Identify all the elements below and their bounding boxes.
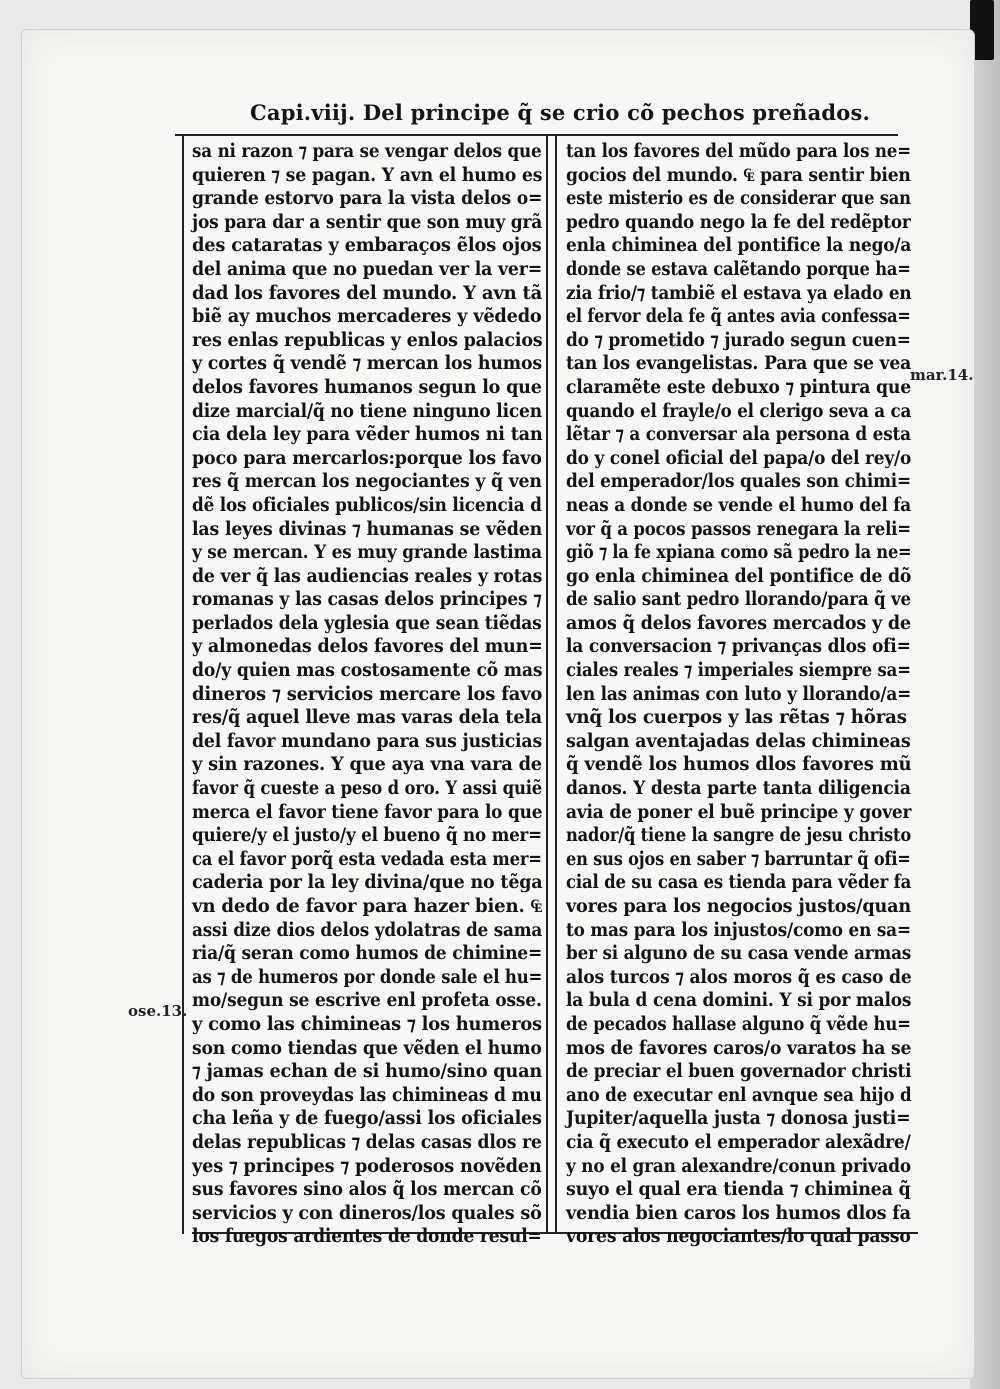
text-line: cial de su casa es tienda para vẽder fa	[566, 872, 912, 894]
text-line: dize marcial/q̃ no tiene ninguno licen	[192, 400, 542, 422]
text-line: ca el favor porq̃ esta vedada esta mer=	[192, 848, 542, 870]
text-line: vores para los negocios justos/quan	[566, 896, 911, 917]
right-text-column	[566, 140, 911, 1249]
text-line: las leyes divinas ⁊ humanas se vẽden	[192, 518, 543, 540]
text-line: zia frio/⁊ tambiẽ el estava ya elado en	[566, 282, 912, 304]
text-line: de ver q̃ las audiencias reales y rotas	[192, 565, 543, 587]
text-line: salgan aventajadas delas chimineas	[566, 730, 911, 752]
text-line: delas republicas ⁊ delas casas dlos re	[192, 1131, 542, 1153]
text-line: res/q̃ aquel lleve mas varas dela tela	[192, 707, 543, 729]
text-line: este misterio es de considerar que san	[566, 188, 911, 210]
text-line: perlados dela yglesia que sean tiẽdas	[192, 612, 542, 634]
text-line: do ⁊ prometido ⁊ jurado segun cuen=	[566, 329, 911, 351]
text-line: delos favores humanos segun lo que	[192, 376, 542, 398]
text-line: quieren ⁊ se pagan. Y avn el humo es	[192, 164, 543, 186]
text-line: quando el frayle/o el clerigo seva a ca	[566, 400, 912, 422]
text-line: res q̃ mercan los negociantes y q̃ ven	[192, 471, 542, 493]
text-line: cia q̃ executo el emperador alexãdre/	[566, 1131, 911, 1153]
text-line: neas a donde se vende el humo del fa	[566, 494, 912, 516]
text-line: ber si alguno de su casa vende armas	[566, 943, 912, 965]
right-margin-note: mar.14.	[910, 366, 974, 384]
text-line: ⁊ jamas echan de si humo/sino quan	[192, 1061, 543, 1083]
header-rule	[175, 134, 898, 136]
text-line: de preciar el buen governador christi	[566, 1061, 912, 1083]
text-line: to mas para los injustos/como en sa=	[566, 919, 911, 941]
text-line: ciales reales ⁊ imperiales siempre sa=	[566, 660, 911, 682]
text-line: enla chiminea del pontifice la nego/a	[566, 235, 912, 257]
text-line: en sus ojos en saber ⁊ barruntar q̃ ofi=	[566, 848, 911, 870]
text-line: los fuegos ardientes de donde resul=	[192, 1226, 542, 1248]
text-line: lẽtar ⁊ a conversar ala persona d esta	[566, 424, 911, 446]
text-line: assi dize dios delos ydolatras de sama	[192, 919, 543, 941]
text-line: gocios del mundo. ₠ para sentir bien	[566, 164, 911, 186]
text-line: del emperador/los quales son chimi=	[566, 471, 912, 493]
text-line: nador/q̃ tiene la sangre de jesu christo	[566, 825, 912, 847]
text-line: del favor mundano para sus justicias	[192, 730, 542, 752]
text-line: vor q̃ a pocos passos renegara la reli=	[566, 518, 911, 540]
text-line: jos para dar a sentir que son muy grã	[192, 211, 543, 233]
text-line: do y conel oficial del papa/o del rey/o	[566, 447, 912, 469]
text-line: dineros ⁊ servicios mercare los favo	[192, 683, 543, 705]
text-line: el fervor dela fe q̃ antes avia confessa=	[566, 306, 911, 328]
text-line: merca el favor tiene favor para lo que	[192, 801, 543, 823]
text-line: res enlas republicas y enlos palacios	[192, 329, 543, 351]
text-line: y sin razones. Y que aya vna vara de	[192, 754, 542, 776]
text-line: la bula d cena domini. Y si por malos	[566, 990, 912, 1012]
text-line: caderia por la ley divina/que no tẽga	[192, 872, 543, 894]
text-line: pedro quando nego la fe del redẽptor	[566, 211, 911, 233]
text-line: y cortes q̃ vendẽ ⁊ mercan los humos	[192, 353, 543, 375]
text-line: yes ⁊ principes ⁊ poderosos novẽden	[192, 1155, 542, 1177]
text-line: romanas y las casas delos principes ⁊	[192, 589, 542, 611]
text-line: tan los favores del mũdo para los ne=	[566, 141, 911, 162]
text-line: vnq̃ los cuerpos y las rẽtas ⁊ hõras	[566, 707, 907, 729]
text-line: suyo el qual era tienda ⁊ chiminea q̃	[566, 1179, 911, 1201]
text-line: quiere/y el justo/y el bueno q̃ no mer=	[192, 825, 542, 847]
left-column-rule	[182, 136, 184, 1234]
left-margin-note: ose.13.	[128, 1002, 188, 1020]
text-line: giõ ⁊ la fe xpiana como sã pedro la ne=	[566, 542, 912, 564]
page-edge	[970, 0, 1000, 1389]
text-line: servicios y con dineros/los quales sõ	[192, 1202, 542, 1224]
text-line: sus favores sino alos q̃ los mercan cõ	[192, 1179, 542, 1201]
text-line: mo/segun se escrive enl profeta osse.	[192, 990, 542, 1012]
text-line: biẽ ay muchos mercaderes y vẽdedo	[192, 306, 542, 328]
text-line: vores alos negociantes/lo qual passo	[566, 1226, 911, 1248]
left-text-column	[192, 140, 542, 1249]
text-line: as ⁊ de humeros por donde sale el hu=	[192, 966, 543, 988]
text-line: dad los favores del mundo. Y avn tã	[192, 282, 543, 304]
text-line: dẽ los oficiales publicos/sin licencia d	[192, 494, 542, 516]
text-line: Jupiter/aquella justa ⁊ donosa justi=	[566, 1108, 911, 1130]
text-line: de salio sant pedro llorando/para q̃ ve	[566, 589, 911, 611]
text-line: cha leña y de fuego/assi los oficiales	[192, 1108, 542, 1130]
text-line: alos turcos ⁊ alos moros q̃ es caso de	[566, 966, 912, 988]
text-line: grande estorvo para la vista delos o=	[192, 188, 543, 210]
text-line: del anima que no puedan ver la ver=	[192, 258, 543, 280]
text-line: avia de poner el buẽ principe y gover	[566, 801, 912, 823]
text-line: len las animas con luto y llorando/a=	[566, 683, 912, 705]
text-line: y almonedas delos favores del mun=	[192, 636, 543, 658]
text-line: son como tiendas que vẽden el humo	[192, 1037, 542, 1059]
text-line: claramẽte este debuxo ⁊ pintura que	[566, 376, 912, 398]
text-line: vendia bien caros los humos dlos fa	[566, 1202, 911, 1224]
text-line: donde se estava calẽtando porque ha=	[566, 258, 911, 280]
text-line: y no el gran alexandre/conun privado	[566, 1155, 911, 1177]
page-header: Capi.viij. Del principe q̃ se crio cõ pechos preñados.	[250, 100, 871, 125]
text-line: do son proveydas las chimineas d mu	[192, 1084, 542, 1106]
text-line: q̃ vendẽ los humos dlos favores mũ	[566, 754, 912, 776]
text-line: favor q̃ cueste a peso d oro. Y assi quiẽ	[192, 778, 543, 800]
text-line: go enla chiminea del pontifice de dõ	[566, 565, 912, 587]
text-line: ano de executar enl avnque sea hijo d	[566, 1084, 912, 1106]
text-line: do/y quien mas costosamente cõ mas	[192, 660, 543, 682]
text-line: poco para mercarlos:porque los favo	[192, 447, 542, 469]
text-line: des cataratas y embaraços ẽlos ojos	[192, 235, 542, 257]
center-column-rule	[546, 136, 548, 1234]
text-line: mos de favores caros/o varatos ha se	[566, 1037, 912, 1059]
text-line: sa ni razon ⁊ para se vengar delos que	[192, 141, 542, 162]
text-line: ria/q̃ seran como humos de chimine=	[192, 943, 543, 965]
text-line: vn dedo de favor para hazer bien. ₠	[192, 896, 543, 917]
text-line: y como las chimineas ⁊ los humeros	[192, 1013, 542, 1035]
text-line: de pecados hallase alguno q̃ vẽde hu=	[566, 1013, 911, 1035]
text-line: danos. Y desta parte tanta diligencia	[566, 778, 911, 800]
text-line: y se mercan. Y es muy grande lastima	[192, 542, 542, 564]
center-column-rule-inner	[555, 136, 557, 1234]
text-line: cia dela ley para vẽder humos ni tan	[192, 424, 543, 446]
text-line: amos q̃ delos favores mercados y de	[566, 612, 911, 634]
text-line: tan los evangelistas. Para que se vea	[566, 353, 912, 375]
text-line: la conversacion ⁊ privanças dlos ofi=	[566, 636, 911, 658]
